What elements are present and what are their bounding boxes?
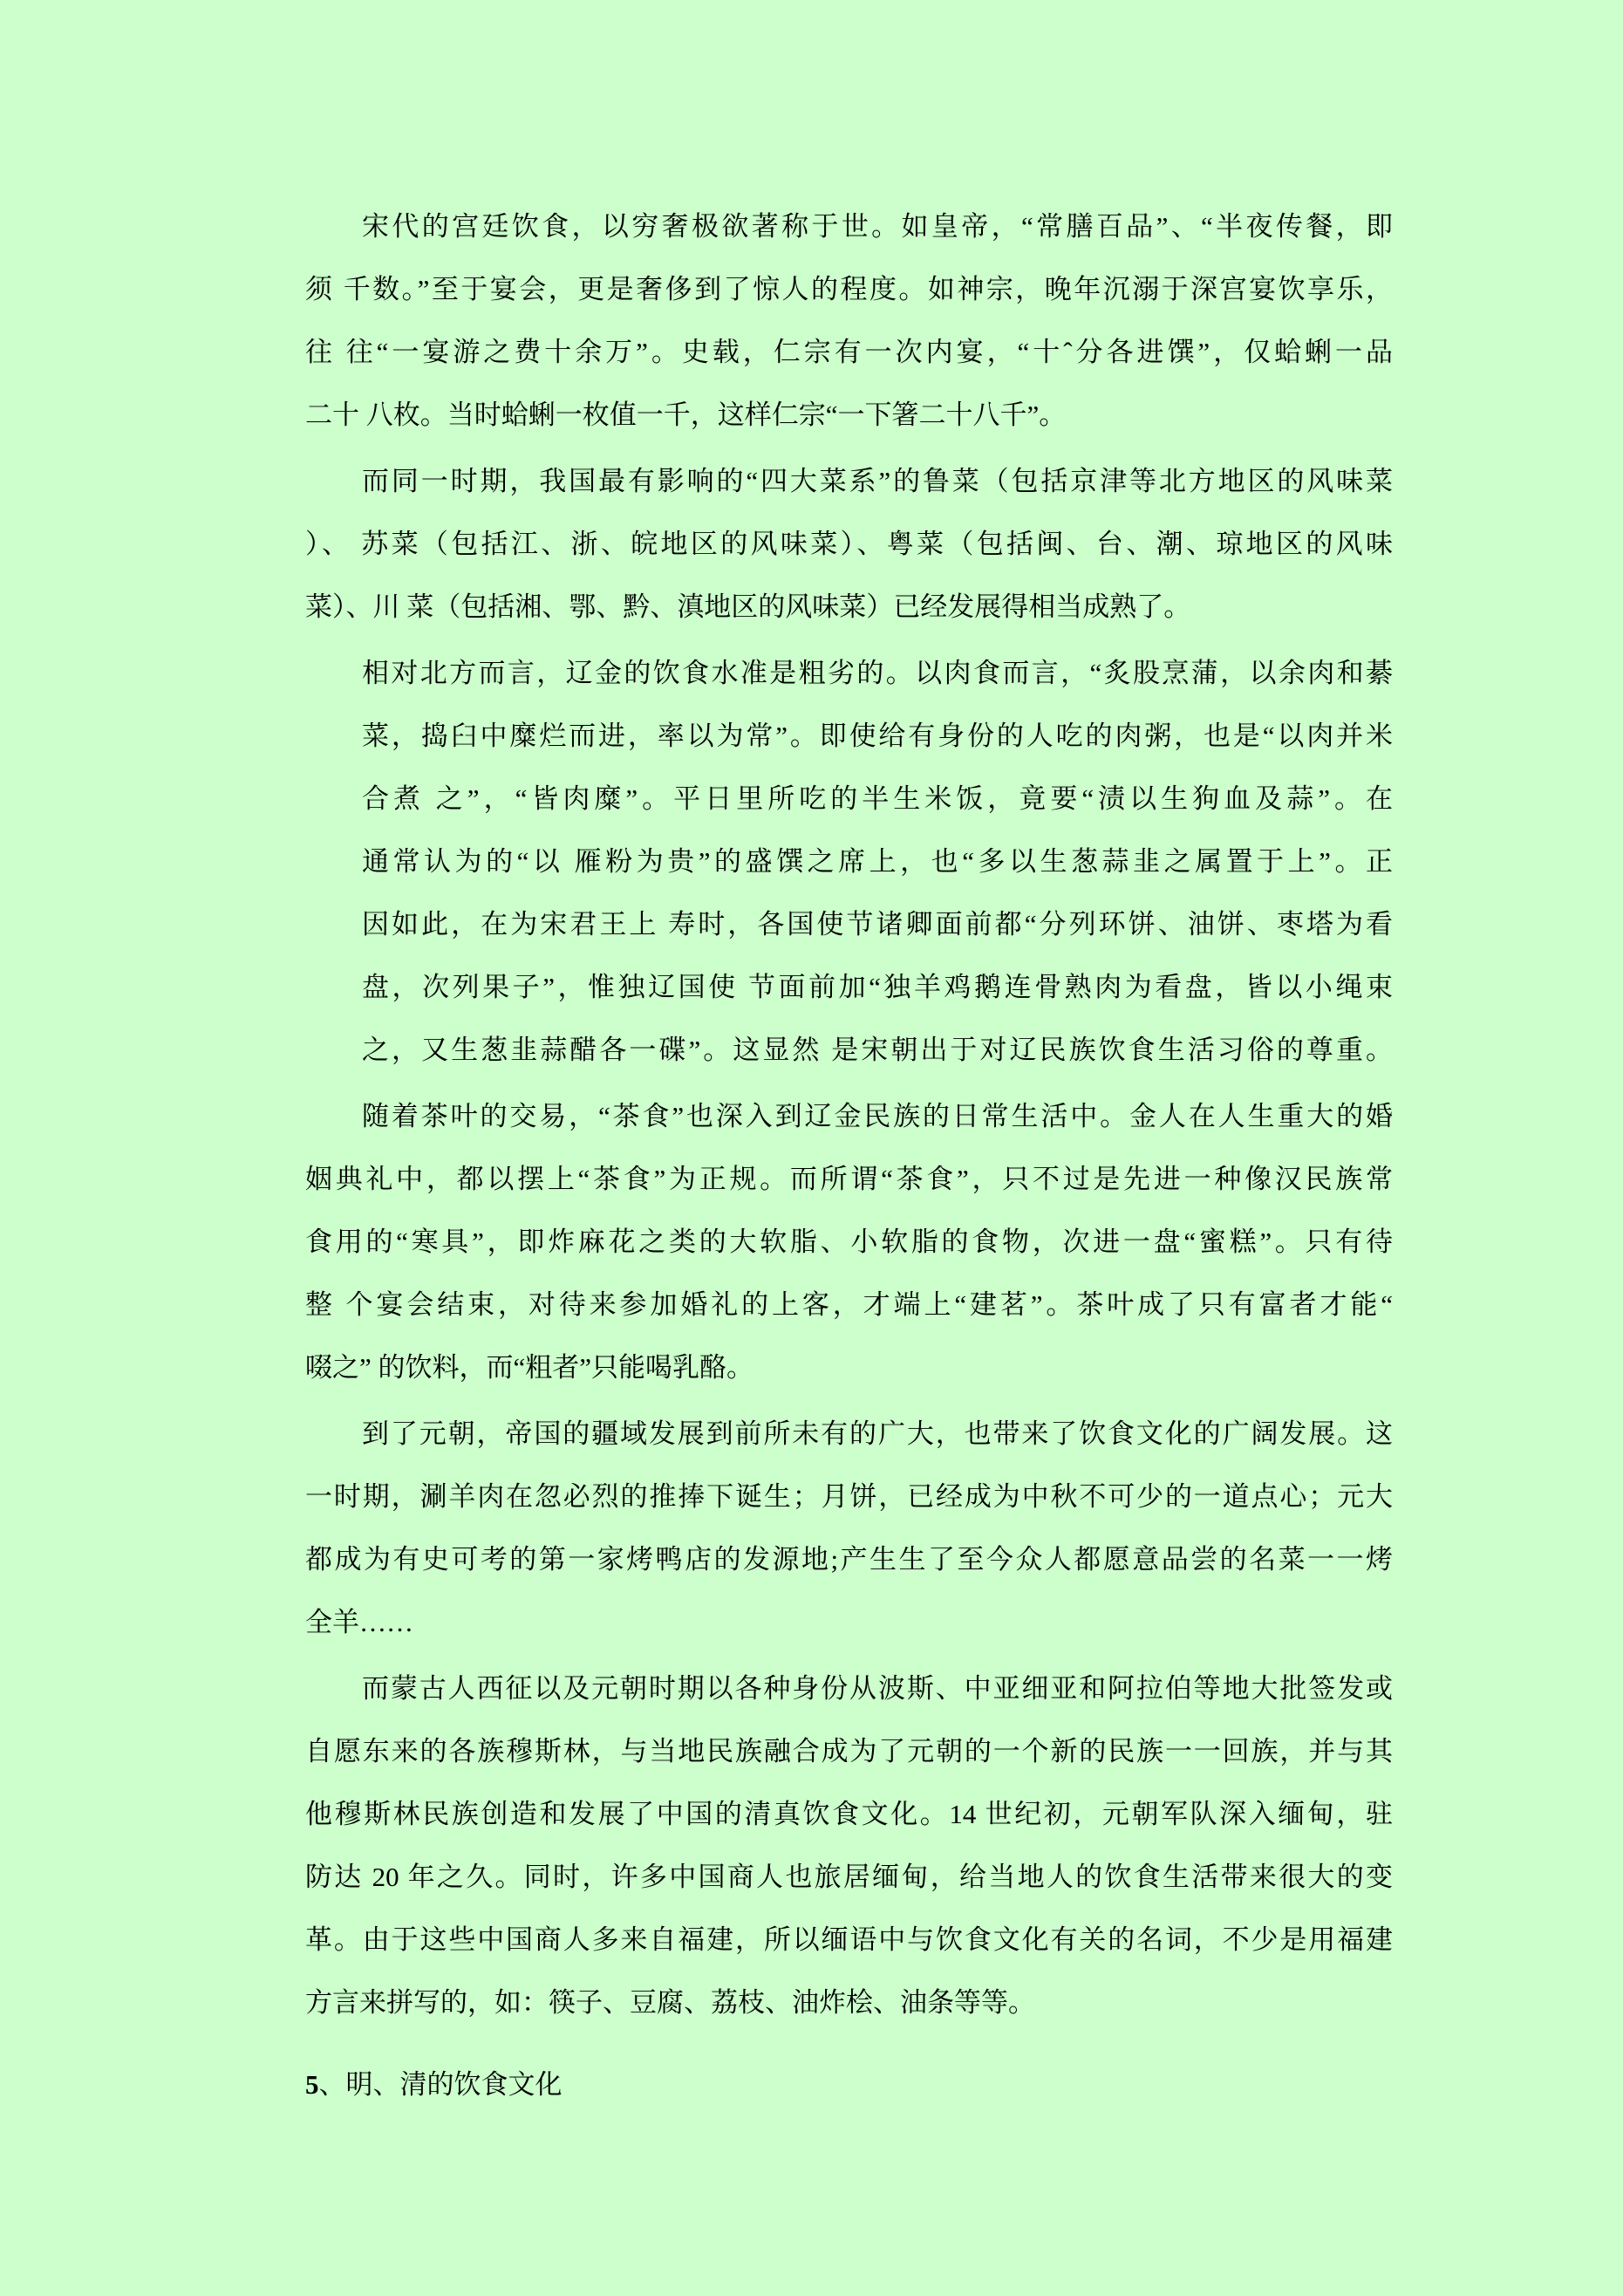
text-line: 随着茶叶的交易，“茶食”也深入到辽金民族的日常生活中。金人在人生重大的婚 (362, 1101, 1393, 1131)
section-number: 5 (305, 2069, 319, 2100)
text-line: 菜，捣臼中糜烂而进，率以为常”。即使给有身份的人吃的肉粥，也是“以肉并米 (362, 721, 1393, 751)
text-line: 宋代的宫廷饮食，以穷奢极欲著称于世。如皇帝，“常膳百品”、“半夜传餐，即 (362, 211, 1393, 242)
text-line: 整 个宴会结束，对待来参加婚礼的上客，才端上“建茗”。茶叶成了只有富者才能“ (305, 1289, 1393, 1320)
text-line: 相对北方而言，辽金的饮食水准是粗劣的。以肉食而言，“炙股烹蒲，以余肉和綦 (362, 658, 1393, 688)
text-line: 之，又生葱韭蒜醋各一碟”。这显然 是宋朝出于对辽民族饮食生活习俗的尊重。 (362, 1035, 1393, 1065)
section-heading (305, 2053, 1393, 2116)
document-body (305, 195, 1393, 2116)
text-line: 都成为有史可考的第一家烤鸭店的发源地;产生生了至今众人都愿意品尝的名菜一一烤 (305, 1544, 1393, 1575)
text-line: 他穆斯林民族创造和发展了中国的清真饮食文化。14 世纪初，元朝军队深入缅甸，驻 (305, 1799, 1393, 1829)
text-line: 自愿东来的各族穆斯林，与当地民族融合成为了元朝的一个新的民族一一回族，并与其 (305, 1736, 1393, 1766)
text-line: 因如此，在为宋君王上 寿时，各国使节诸卿面前都“分列环饼、油饼、枣塔为看 (362, 909, 1393, 940)
text-line: 食用的“寒具”，即炸麻花之类的大软脂、小软脂的食物，次进一盘“蜜糕”。只有待 (305, 1227, 1393, 1257)
paragraph (305, 195, 1393, 447)
text-line: 盘，次列果子”，惟独辽国使 节面前加“独羊鸡鹅连骨熟肉为看盘，皆以小绳束 (362, 972, 1393, 1002)
text-line: 菜）、川 菜（包括湘、鄂、黔、滇地区的风味菜）已经发展得相当成熟了。 (305, 591, 1191, 622)
text-line: 通常认为的“以 雁粉为贵”的盛馔之席上，也“多以生葱蒜韭之属置于上”。正 (362, 846, 1393, 877)
paragraph (305, 450, 1393, 639)
text-line: 全羊…… (305, 1607, 413, 1637)
text-line: 革。由于这些中国商人多来自福建，所以缅语中与饮食文化有关的名词，不少是用福建 (305, 1924, 1393, 1955)
text-line: 而同一时期，我国最有影响的“四大菜系”的鲁菜（包括京津等北方地区的风味菜 (362, 466, 1393, 496)
text-line: 合煮 之”，“皆肉糜”。平日里所吃的半生米饭，竟要“渍以生狗血及蒜”。在 (362, 783, 1393, 814)
text-line: 到了元朝，帝国的疆域发展到前所未有的广大，也带来了饮食文化的广阔发展。这 (362, 1418, 1393, 1449)
section-title: 、明、清的饮食文化 (318, 2069, 563, 2100)
text-line: 一时期，涮羊肉在忽必烈的推捧下诞生；月饼，已经成为中秋不可少的一道点心；元大 (305, 1481, 1393, 1512)
text-line: 而蒙古人西征以及元朝时期以各种身份从波斯、中亚细亚和阿拉伯等地大批签发或 (362, 1673, 1393, 1704)
text-line: 二十 八枚。当时蛤蜊一枚值一千，这样仁宗“一下箸二十八千”。 (305, 400, 1067, 430)
paragraph (305, 1085, 1393, 1399)
text-line: 往 往“一宴游之费十余万”。史载，仁宗有一次内宴，“十ˆ分各进馔”，仅蛤蜊一品 (305, 337, 1393, 367)
text-line: 防达 20 年之久。同时，许多中国商人也旅居缅甸，给当地人的饮食生活带来很大的变 (305, 1862, 1393, 1892)
text-line: 啜之” 的饮料，而“粗者”只能喝乳酪。 (305, 1352, 754, 1383)
text-line: 姻典礼中，都以摆上“茶食”为正规。而所谓“茶食”，只不过是先进一种像汉民族常 (305, 1164, 1393, 1194)
text-line: 方言来拼写的，如：筷子、豆腐、荔枝、油炸桧、油条等等。 (305, 1987, 1035, 2018)
paragraph (305, 1657, 1393, 2034)
text-line: 须 千数。”至于宴会，更是奢侈到了惊人的程度。如神宗，晚年沉溺于深宫宴饮享乐， (305, 274, 1393, 304)
text-line: ）、 苏菜（包括江、浙、皖地区的风味菜）、粤菜（包括闽、台、潮、琼地区的风味 (305, 529, 1393, 559)
paragraph (305, 1403, 1393, 1654)
paragraph (362, 642, 1393, 1082)
